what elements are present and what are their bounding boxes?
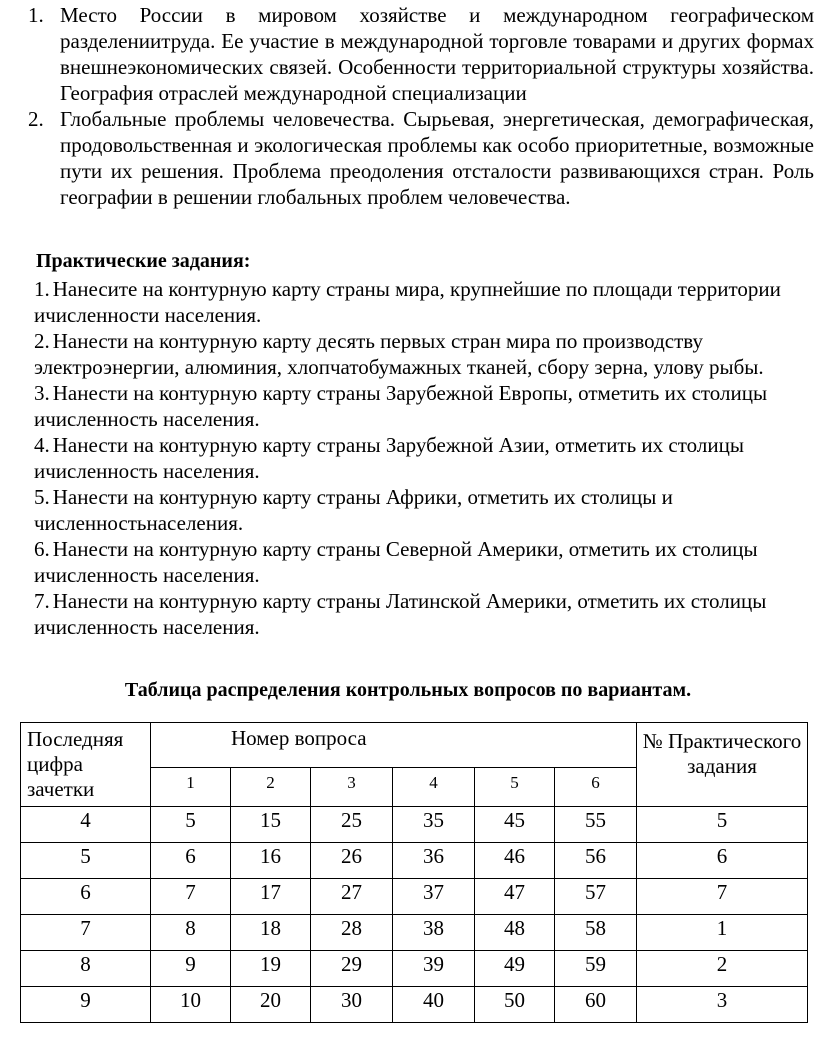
task-text: Нанести на контурную карту десять первых стран мира по производству электроэнергии, алюминия, хлопчатобумажных тканей, сбору зерна, улову рыбы. bbox=[34, 329, 764, 379]
variants-table bbox=[20, 722, 808, 1023]
question-cell: 49 bbox=[475, 951, 555, 987]
task-text: Нанести на контурную карту страны Африки, отметить их столицы и численностьнаселения. bbox=[34, 485, 673, 535]
question-cell: 17 bbox=[231, 879, 311, 915]
digit-cell: 8 bbox=[21, 951, 151, 987]
question-cell: 6 bbox=[151, 843, 231, 879]
task-text: Нанести на контурную карту страны Зарубежной Азии, отметить их столицы ичисленность населения. bbox=[34, 433, 744, 483]
practice-task bbox=[34, 380, 814, 432]
question-cell: 15 bbox=[231, 807, 311, 843]
question-cell: 20 bbox=[231, 987, 311, 1023]
digit-cell: 5 bbox=[21, 843, 151, 879]
task-number: 6. bbox=[34, 537, 50, 561]
practice-task bbox=[34, 328, 814, 380]
question-cell: 48 bbox=[475, 915, 555, 951]
question-cell: 38 bbox=[393, 915, 475, 951]
digit-cell: 6 bbox=[21, 879, 151, 915]
question-cell: 35 bbox=[393, 807, 475, 843]
question-column-header: 3 bbox=[311, 768, 393, 807]
question-cell: 60 bbox=[555, 987, 637, 1023]
practice-cell: 1 bbox=[637, 915, 808, 951]
table-row bbox=[21, 987, 808, 1023]
question-cell: 40 bbox=[393, 987, 475, 1023]
task-number: 7. bbox=[34, 589, 50, 613]
table-row bbox=[21, 879, 808, 915]
table-title: Таблица распределения контрольных вопросов по вариантам. bbox=[124, 679, 692, 701]
topic-list bbox=[28, 2, 814, 210]
question-cell: 50 bbox=[475, 987, 555, 1023]
question-cell: 59 bbox=[555, 951, 637, 987]
question-cell: 47 bbox=[475, 879, 555, 915]
practice-task-list bbox=[34, 276, 814, 640]
task-number: 5. bbox=[34, 485, 50, 509]
question-cell: 25 bbox=[311, 807, 393, 843]
digit-cell: 4 bbox=[21, 807, 151, 843]
question-cell: 27 bbox=[311, 879, 393, 915]
question-cell: 58 bbox=[555, 915, 637, 951]
digit-cell: 9 bbox=[21, 987, 151, 1023]
header-last-digit: Последняя цифра зачетки bbox=[21, 723, 151, 807]
task-text: Нанести на контурную карту страны Северной Америки, отметить их столицы ичисленность населения. bbox=[34, 537, 758, 587]
table-row bbox=[21, 951, 808, 987]
question-cell: 18 bbox=[231, 915, 311, 951]
practice-cell: 6 bbox=[637, 843, 808, 879]
practice-task bbox=[34, 536, 814, 588]
header-practice-task: № Практического задания bbox=[637, 723, 808, 807]
question-cell: 37 bbox=[393, 879, 475, 915]
question-cell: 10 bbox=[151, 987, 231, 1023]
practice-task bbox=[34, 276, 814, 328]
question-cell: 46 bbox=[475, 843, 555, 879]
question-cell: 7 bbox=[151, 879, 231, 915]
practice-cell: 7 bbox=[637, 879, 808, 915]
topic-number: 2. bbox=[28, 107, 44, 131]
task-number: 2. bbox=[34, 329, 50, 353]
practice-heading: Практические задания: bbox=[36, 250, 251, 272]
question-cell: 9 bbox=[151, 951, 231, 987]
topic-text: Глобальные проблемы человечества. Сырьевая, энергетическая, демографическая, продовольственная и экологическая проблемы как особо приоритетные, возможные пути их решения. Проблема преодоления отсталости развивающихся стран. Роль географии в решении глобальных проблем человечества. bbox=[60, 107, 814, 209]
question-cell: 39 bbox=[393, 951, 475, 987]
task-text: Нанесите на контурную карту страны мира, крупнейшие по площади территории ичисленности населения. bbox=[34, 277, 781, 327]
topic-text: Место России в мировом хозяйстве и международном географическом разделениитруда. Ее участие в международной торговле товарами и других формах внешнеэкономических связей. Особенности территориальной структуры хозяйства. География отраслей международной специализации bbox=[60, 3, 814, 105]
header-question-number: Номер вопроса bbox=[151, 723, 637, 768]
task-text: Нанести на контурную карту страны Зарубежной Европы, отметить их столицы ичисленность населения. bbox=[34, 381, 768, 431]
question-cell: 57 bbox=[555, 879, 637, 915]
task-number: 3. bbox=[34, 381, 50, 405]
question-column-header: 4 bbox=[393, 768, 475, 807]
question-cell: 26 bbox=[311, 843, 393, 879]
question-column-header: 1 bbox=[151, 768, 231, 807]
practice-task bbox=[34, 484, 814, 536]
practice-task bbox=[34, 432, 814, 484]
question-column-header: 2 bbox=[231, 768, 311, 807]
question-cell: 16 bbox=[231, 843, 311, 879]
question-column-header: 5 bbox=[475, 768, 555, 807]
question-cell: 55 bbox=[555, 807, 637, 843]
question-cell: 56 bbox=[555, 843, 637, 879]
topic-item bbox=[28, 106, 814, 210]
question-cell: 36 bbox=[393, 843, 475, 879]
question-cell: 30 bbox=[311, 987, 393, 1023]
question-cell: 29 bbox=[311, 951, 393, 987]
question-cell: 5 bbox=[151, 807, 231, 843]
task-number: 1. bbox=[34, 277, 50, 301]
table-row bbox=[21, 843, 808, 879]
task-text: Нанести на контурную карту страны Латинской Америки, отметить их столицы ичисленность населения. bbox=[34, 589, 767, 639]
topic-item bbox=[28, 2, 814, 106]
question-column-header: 6 bbox=[555, 768, 637, 807]
practice-cell: 2 bbox=[637, 951, 808, 987]
question-cell: 19 bbox=[231, 951, 311, 987]
table-row bbox=[21, 915, 808, 951]
table-header-row bbox=[21, 723, 808, 768]
question-cell: 8 bbox=[151, 915, 231, 951]
practice-task bbox=[34, 588, 814, 640]
practice-cell: 3 bbox=[637, 987, 808, 1023]
question-cell: 45 bbox=[475, 807, 555, 843]
digit-cell: 7 bbox=[21, 915, 151, 951]
task-number: 4. bbox=[34, 433, 50, 457]
question-cell: 28 bbox=[311, 915, 393, 951]
table-row bbox=[21, 807, 808, 843]
practice-cell: 5 bbox=[637, 807, 808, 843]
topic-number: 1. bbox=[28, 3, 44, 27]
